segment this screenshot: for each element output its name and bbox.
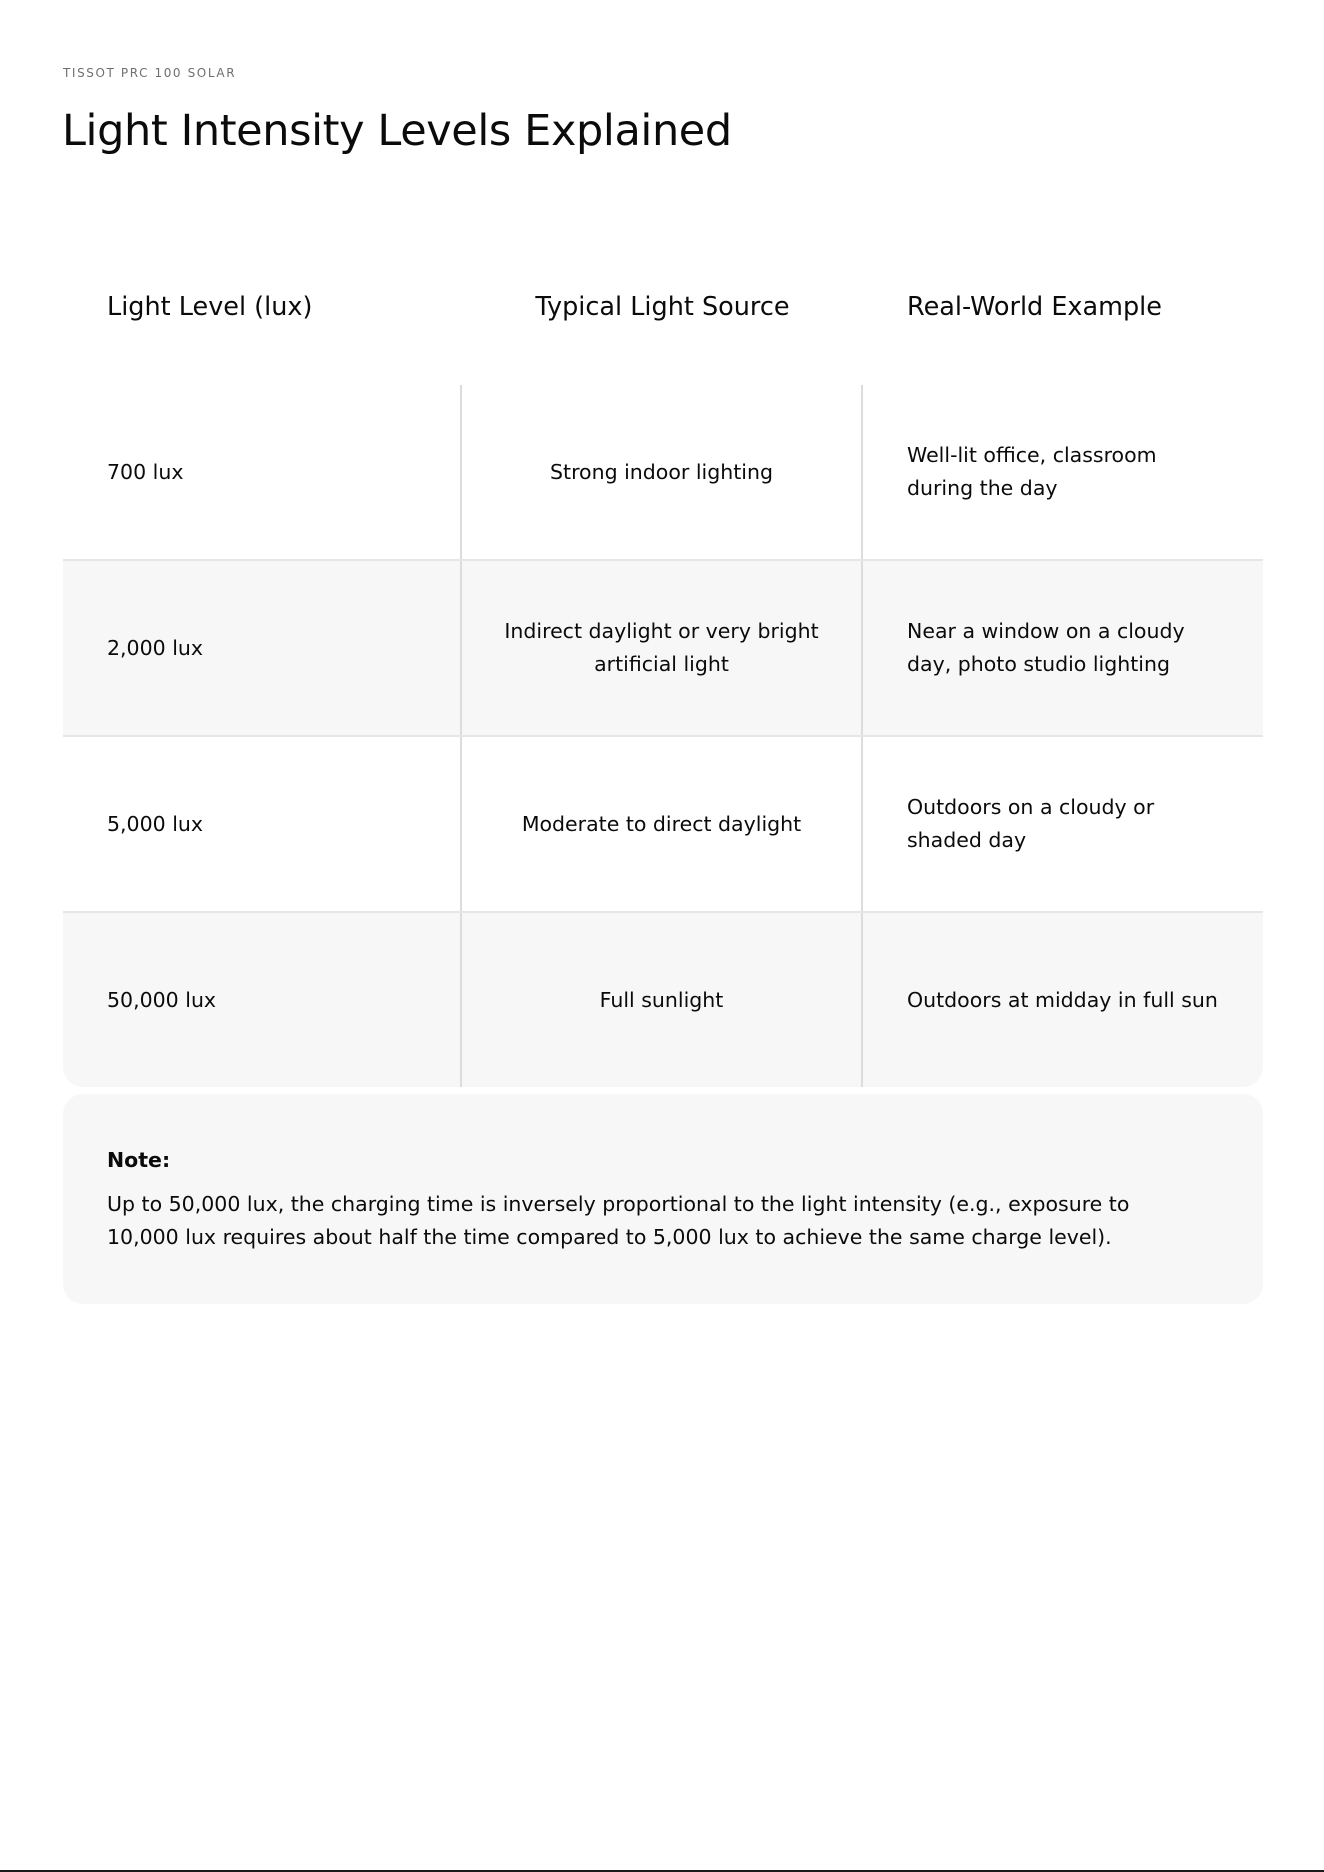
column-header-light-level: Light Level (lux) xyxy=(107,292,313,322)
table-row xyxy=(63,911,1263,1087)
page-title: Light Intensity Levels Explained xyxy=(62,106,732,156)
cell-example: Well-lit office, classroom during the day xyxy=(907,443,1157,500)
cell-light-source: Moderate to direct daylight xyxy=(462,737,863,911)
cell-light-source: Indirect daylight or very bright artificial light xyxy=(462,561,863,735)
table-header-row xyxy=(63,240,1263,385)
cell-example: Near a window on a cloudy day, photo studio lighting xyxy=(907,619,1185,676)
note-text: Up to 50,000 lux, the charging time is inversely proportional to the light intensity (e.g., exposure to 10,000 lux requires about half the time compared to 5,000 lux to achieve the same charge level). xyxy=(107,1192,1130,1249)
cell-light-level: 2,000 lux xyxy=(63,561,462,735)
cell-light-level: 50,000 lux xyxy=(63,913,462,1087)
light-levels-table xyxy=(63,240,1263,1087)
product-eyebrow: TISSOT PRC 100 SOLAR xyxy=(63,66,237,80)
cell-example: Outdoors on a cloudy or shaded day xyxy=(907,795,1155,852)
table-row xyxy=(63,559,1263,735)
column-header-light-source: Typical Light Source xyxy=(535,292,790,322)
cell-light-source: Strong indoor lighting xyxy=(462,385,863,559)
cell-light-level: 5,000 lux xyxy=(63,737,462,911)
note-box xyxy=(63,1094,1263,1304)
note-label: Note: xyxy=(107,1148,171,1172)
cell-light-level: 700 lux xyxy=(63,385,462,559)
table-row xyxy=(63,385,1263,559)
table-row xyxy=(63,735,1263,911)
column-header-example: Real-World Example xyxy=(907,292,1162,322)
cell-example: Outdoors at midday in full sun xyxy=(907,987,1218,1012)
cell-light-source: Full sunlight xyxy=(462,913,863,1087)
